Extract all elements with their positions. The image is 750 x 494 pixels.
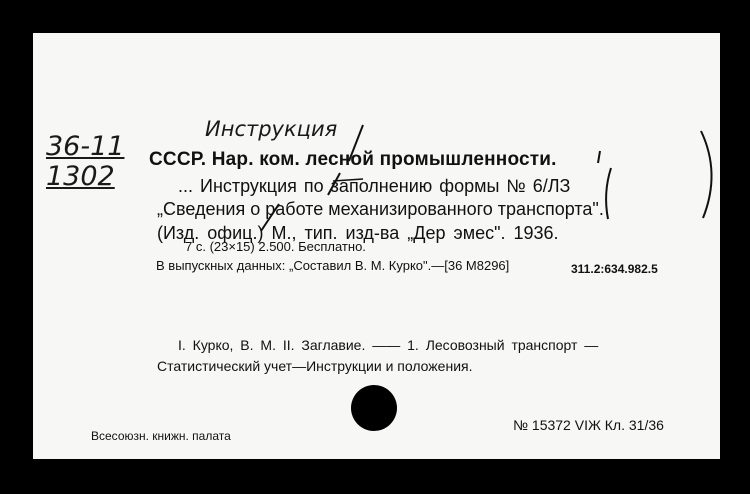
- bracket-mark: [606, 168, 611, 219]
- handwritten-marks: [33, 33, 720, 459]
- card-number-footer: № 15372 VIЖ Кл. 31/36: [513, 417, 664, 433]
- tracing-line2: Статистический учет—Инструкции и положения.: [157, 358, 473, 374]
- issuer-footer: Всесоюзн. книжн. палата: [91, 429, 231, 443]
- slash-mark: [328, 173, 340, 195]
- imprint-line: (Изд. офиц.) М., тип. изд-ва „Дер эмес". 1936.: [157, 223, 559, 243]
- collation-line: 7 с. (23×15) 2.500. Бесплатно.: [185, 239, 366, 254]
- slash-mark: [598, 151, 600, 163]
- shelf-mark-line2: 1302: [46, 161, 115, 192]
- slash-mark: [349, 125, 363, 161]
- bracket-mark: [701, 131, 712, 218]
- handwritten-heading: Инструкция: [205, 117, 338, 141]
- shelf-mark-line1: 36-11: [46, 131, 125, 162]
- slash-mark: [261, 204, 279, 231]
- tracing-line1: I. Курко, В. М. II. Заглавие. —— 1. Лесовозный транспорт —: [178, 337, 599, 353]
- classification-number: 311.2:634.982.5: [571, 262, 658, 276]
- note-line: В выпускных данных: „Составил В. М. Курко".—[36 М8296]: [156, 258, 510, 273]
- title-continuation-line: „Сведения о работе механизированного транспорта".: [157, 199, 604, 219]
- title-line: ... Инструкция по заполнению формы № 6/ЛЗ: [178, 176, 571, 196]
- corporate-author-line: СССР. Нар. ком. лесной промышленности.: [149, 149, 557, 170]
- catalog-card: [33, 33, 720, 459]
